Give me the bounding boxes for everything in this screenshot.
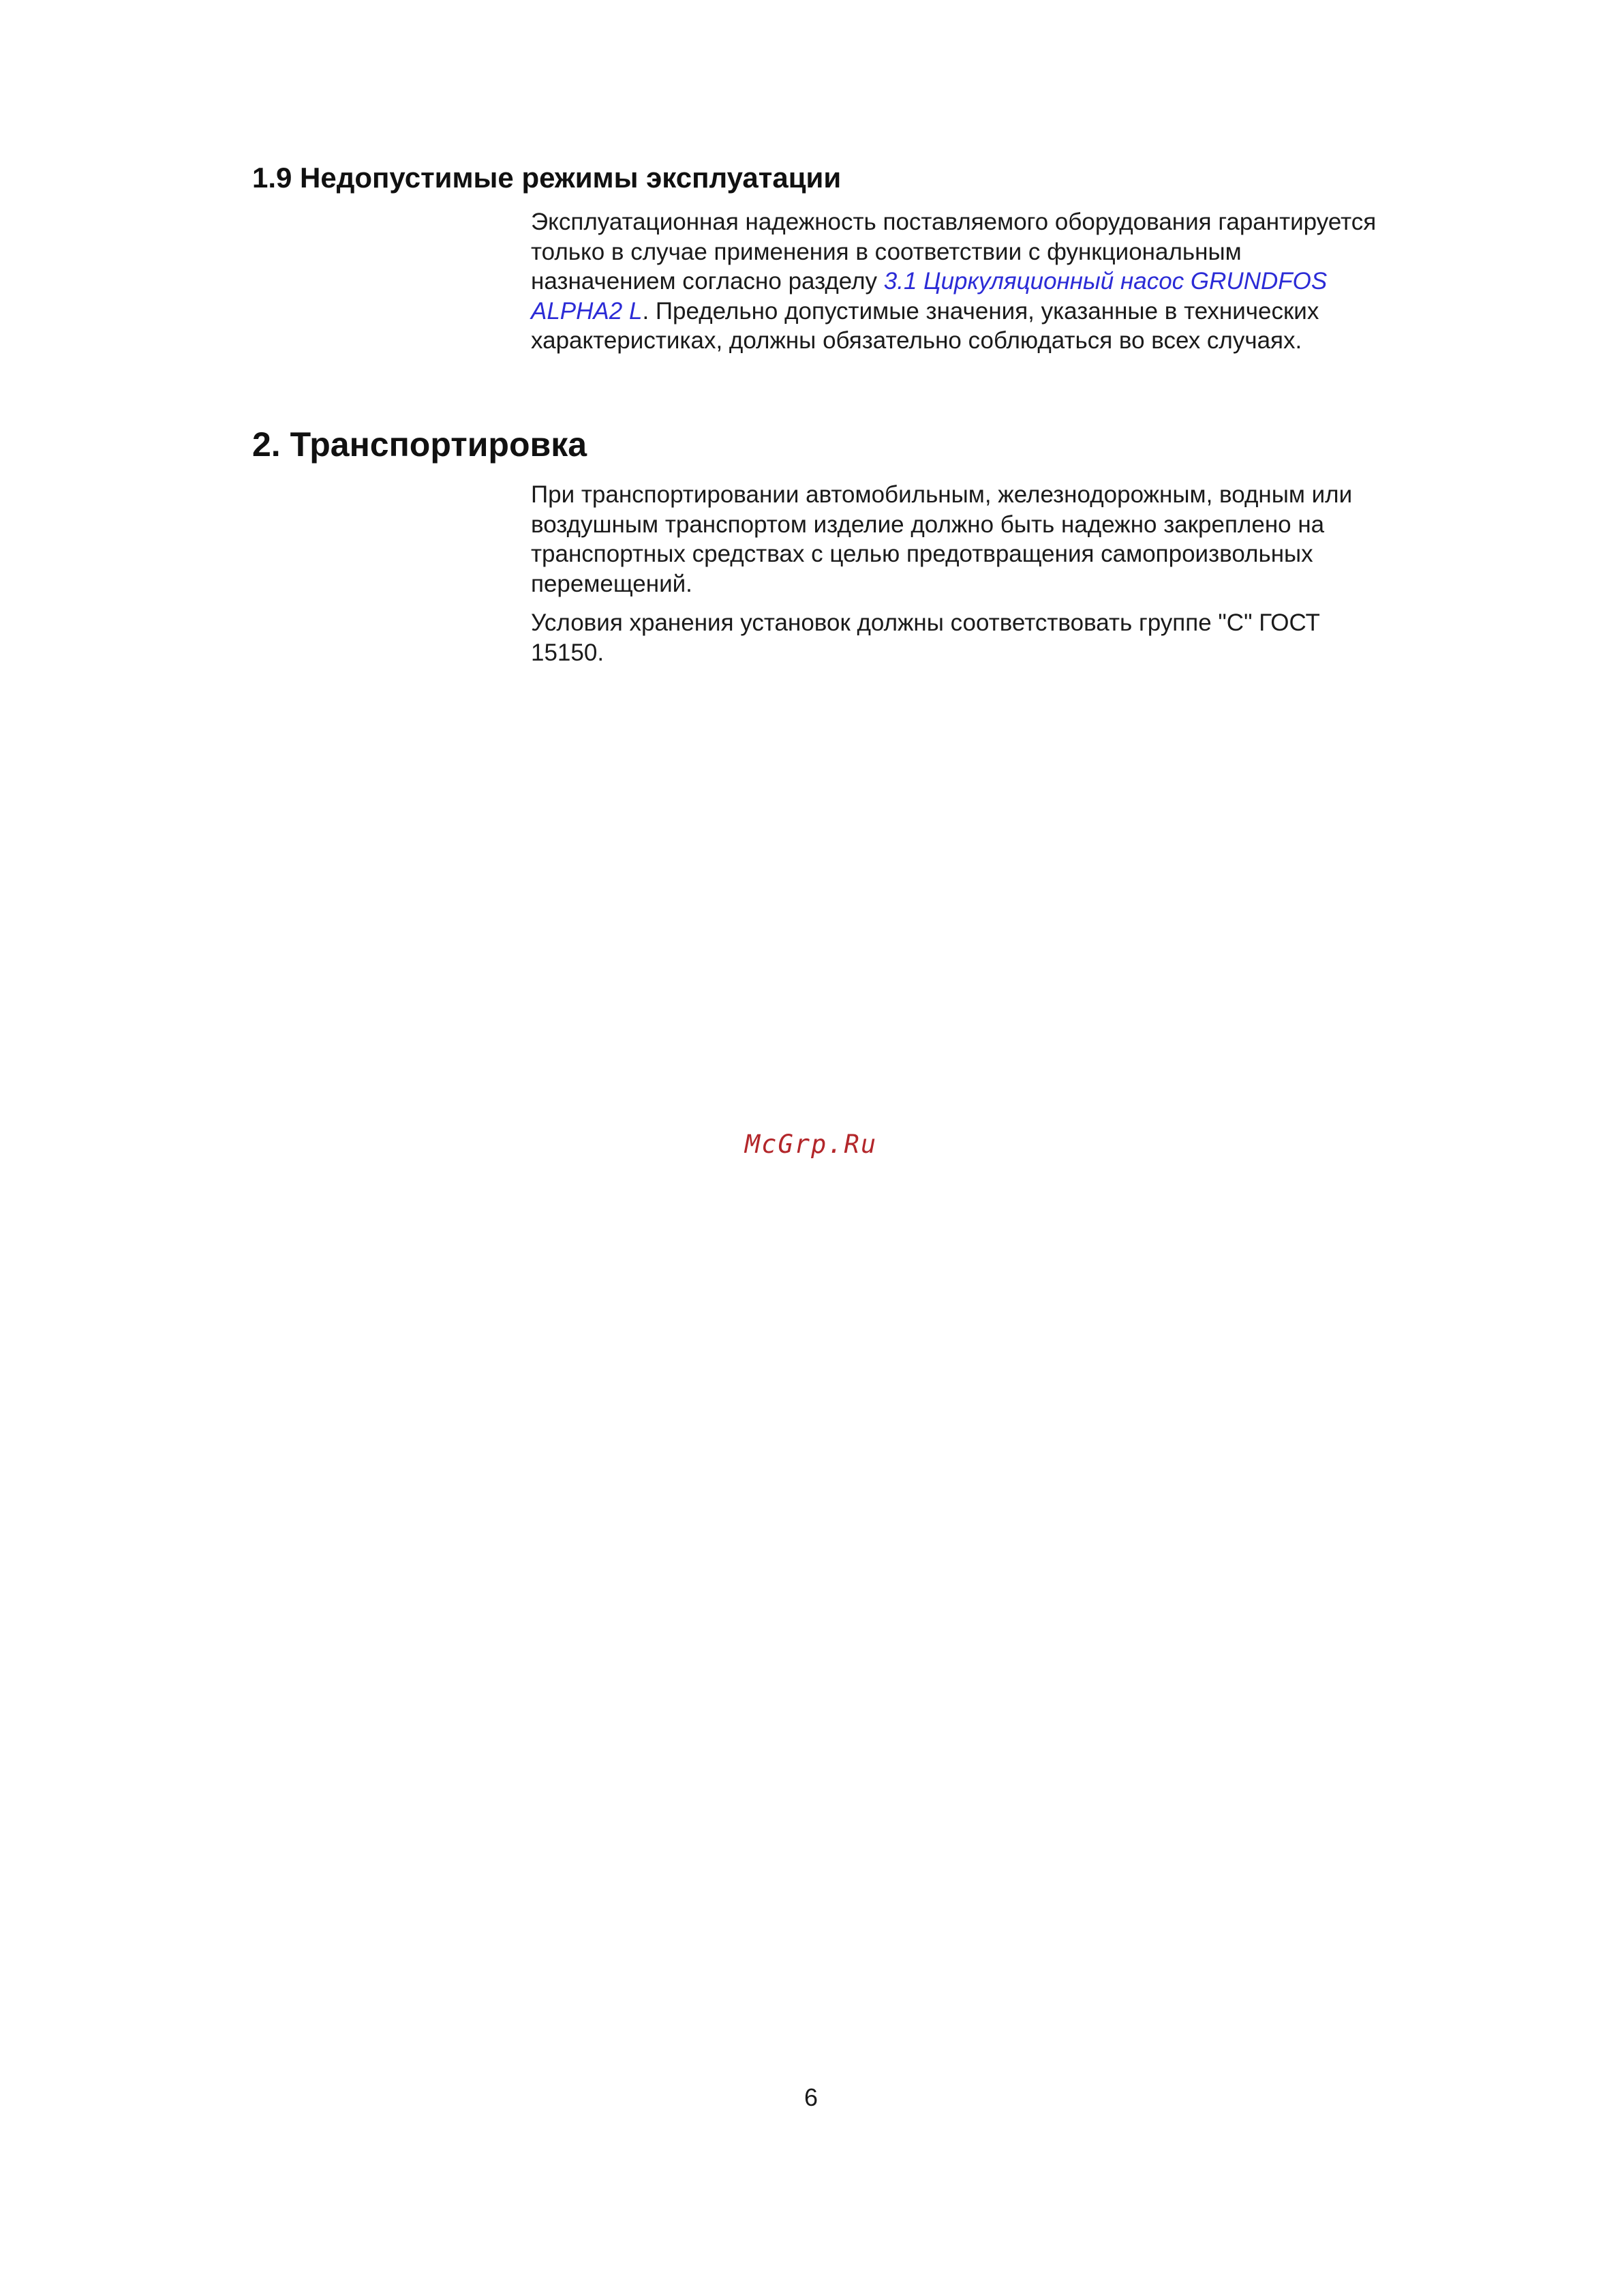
section-heading-1-9: 1.9 Недопустимые режимы эксплуатации	[252, 162, 842, 194]
paragraph-text-after-link: . Предельно допустимые значения, указанные в технических характеристиках, должны обязательно соблюдаться во всех случаях.	[531, 297, 1319, 354]
section-heading-2: 2. Транспортировка	[252, 425, 587, 464]
paragraph-operation-reliability	[531, 207, 1390, 356]
paragraph-text-before-link: Эксплуатационная надежность поставляемого оборудования гарантируется только в случае применения в соответствии с функциональным назначением согласно разделу	[531, 209, 1377, 294]
cross-reference-link[interactable]: 3.1 Циркуляционный насос GRUNDFOS ALPHA2 L	[531, 268, 1328, 324]
section-2-body	[531, 480, 1390, 667]
paragraph-transport-fixing: При транспортировании автомобильным, железнодорожным, водным или воздушным транспортом изделие должно быть надежно закреплено на транспортных средствах с целью предотвращения самопроизвольных перемещений.	[531, 481, 1353, 597]
section-1-9-body	[531, 207, 1390, 356]
watermark-text: McGrp.Ru	[744, 1130, 878, 1159]
page-number: 6	[804, 2083, 818, 2111]
paragraph-storage-conditions: Условия хранения установок должны соответствовать группе "С" ГОСТ 15150.	[531, 609, 1320, 666]
